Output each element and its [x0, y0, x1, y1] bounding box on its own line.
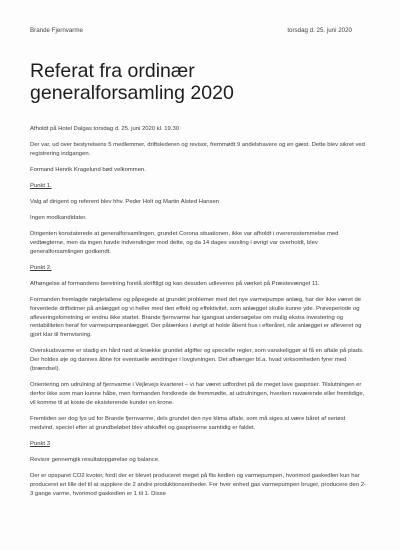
attendance-paragraph: Der var, ud over bestyrelsens 5 medlemmer, driftslederen og revisor, fremmødt 9 andelshavere og en gæst. Dette blev sikret ved registrering indgangen. [30, 142, 365, 157]
rollout-paragraph: Orientering om udrulning af fjernvarme i Vejlevejs kvarteret – vi har været udfordret på de meget lave gaspriser. Tilslutningen er derfor ikke som man kunne håbe, men formanden forsikrede de fremmødte, at udrulningen, hverken nuværende eller fremtidige, vil komme til at koste de eksisterende kunder en krone. [30, 382, 365, 406]
surplus-heat-paragraph: Overskudsvarme er stadig en hård nød at knække grundet afgifter og specielle regler, som vanskeliggør at få en aftale på plads. Der holdes øje og dannes åbne for eventuelle ændringer i lovgivningen. Det afhænger bl.a. hvad virksomheden fyrer med (brændsel). [30, 348, 364, 373]
section-heading-punkt-3: Punkt 3 [30, 440, 50, 447]
document-title: Referat fra ordinær generalforsamling 2020 [30, 60, 234, 104]
report-paragraph: Afhøngelse af formandens beretning forelå skriftligt og kan desuden udleveres på værket på Præstevænget 11. [30, 280, 320, 287]
co2-quota-paragraph: Der er opsparet CO2 kvoter, fordi der er blevet produceret meget på flis kedlen og varmepumpen, hvorimod gaskedlen kun har produceret en lille del til at supplere de 2 andre produktionsenheder. For hver enhed gas varmepumpen bruger, producere den 2-3 gange varme, hvorimod gaskedlen er 1 til 1. Disse [30, 472, 366, 497]
election-paragraph: Valg af dirigent og referent blev hhv. Peder Holt og Martin Alsted Hansen [30, 198, 220, 205]
future-paragraph: Fremtiden ser dog lys ud for Brande fjernvarme, dels grundet den nye klima aftale, som må siges at være båret af seriøst medvind, speciel efter at grundbeløbet blev afskaffet og gaspriserne samtidig er faldet. [30, 415, 346, 431]
heat-pump-paragraph: Formanden fremlagde nøgletallene og påpegede at grundet problemer med det nye varmepumpe anlæg, har der ikke været de forventede driftstimer på anlægget og vi heller med den effekt og effektivitet, som anlægget skulle kunne yde. Prøveperiode og afleveringsforretning er endnu ikke startet. Brande fjernvarme har igangsat undersøgelse om mulig ekstra investering og rentabiliteten heraf for varmepumpeanlægget. Der påtænkes i øvrigt at holde åbent hus i efteråret, når anlægget er afleveret og gjort klar til fremvisning. [30, 296, 362, 339]
meeting-location-time: Afholdt på Hotel Dalgas torsdag d. 25. juni 2020 kl. 19.30 [30, 126, 180, 132]
section-heading-punkt-2: Punkt 2. [30, 264, 52, 271]
dirigent-paragraph: Dirigenten konstaterede at generalforsamlingen, grundet Corona situationen, ikke var afholdt i overensstemmelse med vedtægterne, men da ingen havde indvendinger mod dette, og da 14 dages varsling i øvrigt var overholdt, blev generalforsamlingen godkendt. [30, 230, 339, 255]
section-heading-punkt-1: Punkt 1. [30, 182, 52, 189]
document-body [30, 125, 366, 506]
no-candidates-paragraph: Ingen modkandidater. [30, 214, 87, 221]
welcome-paragraph: Formand Henrik Kragelund bød velkommen. [30, 166, 146, 173]
header-date: torsdag d. 25. juni 2020 [287, 27, 352, 34]
header-organization: Brande Fjernvarme [30, 27, 83, 34]
auditor-paragraph: Revisor gennemgik resultatopgørelse og balance. [30, 456, 160, 463]
